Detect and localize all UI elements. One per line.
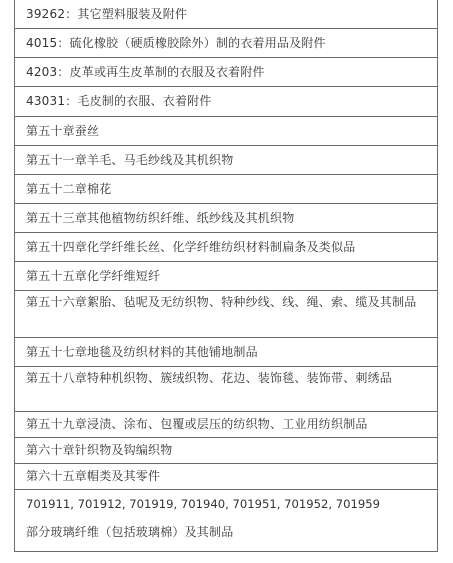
table-row — [15, 175, 437, 204]
row-text: 第六十五章帽类及其零件 — [26, 469, 161, 483]
row-text: 4015：硫化橡胶（硬质橡胶除外）制的衣着用品及附件 — [26, 36, 326, 50]
table-row — [15, 291, 437, 338]
row-text: 第五十一章羊毛、马毛纱线及其机织物 — [26, 153, 234, 167]
table-row — [15, 412, 437, 438]
row-text: 第五十三章其他植物纺织纤维、纸纱线及其机织物 — [26, 211, 295, 225]
row-text: 第五十八章特种机织物、簇绒织物、花边、装饰毯、装饰带、刺绣品 — [26, 371, 393, 385]
table-row — [15, 87, 437, 117]
row-text-codes: 701911, 701912, 701919, 701940, 701951, 701952, 701959 — [26, 497, 381, 511]
row-text: 第五十四章化学纤维长丝、化学纤维纺织材料制扁条及类似品 — [26, 240, 356, 254]
row-text: 第五十五章化学纤维短纤 — [26, 269, 161, 283]
table-row — [15, 0, 437, 29]
row-text: 第五十章蚕丝 — [26, 124, 100, 138]
table-row — [15, 338, 437, 367]
row-text-description: 部分玻璃纤维（包括玻璃棉）及其制品 — [26, 525, 234, 539]
table-row — [15, 204, 437, 233]
table-row — [15, 262, 437, 291]
hs-code-table — [14, 0, 438, 552]
table-row — [15, 233, 437, 262]
table-row — [15, 117, 437, 146]
row-text: 第五十九章浸渍、涂布、包覆或层压的纺织物、工业用纺织制品 — [26, 417, 368, 431]
row-text: 4203：皮革或再生皮革制的衣服及衣着附件 — [26, 65, 265, 79]
row-text: 第五十二章棉花 — [26, 182, 112, 196]
table-row — [15, 29, 437, 58]
row-text: 43031：毛皮制的衣服、衣着附件 — [26, 94, 212, 108]
row-text: 第五十七章地毯及纺织材料的其他铺地制品 — [26, 345, 258, 359]
row-text: 第五十六章絮胎、毡呢及无纺织物、特种纱线、线、绳、索、缆及其制品 — [26, 295, 417, 309]
table-row — [15, 464, 437, 490]
row-text: 39262：其它塑料服装及附件 — [26, 7, 188, 21]
table-row — [15, 367, 437, 412]
row-text: 第六十章针织物及钩编织物 — [26, 443, 173, 457]
table-row — [15, 146, 437, 175]
table-row — [15, 58, 437, 87]
table-row — [15, 490, 437, 552]
table-row — [15, 438, 437, 464]
